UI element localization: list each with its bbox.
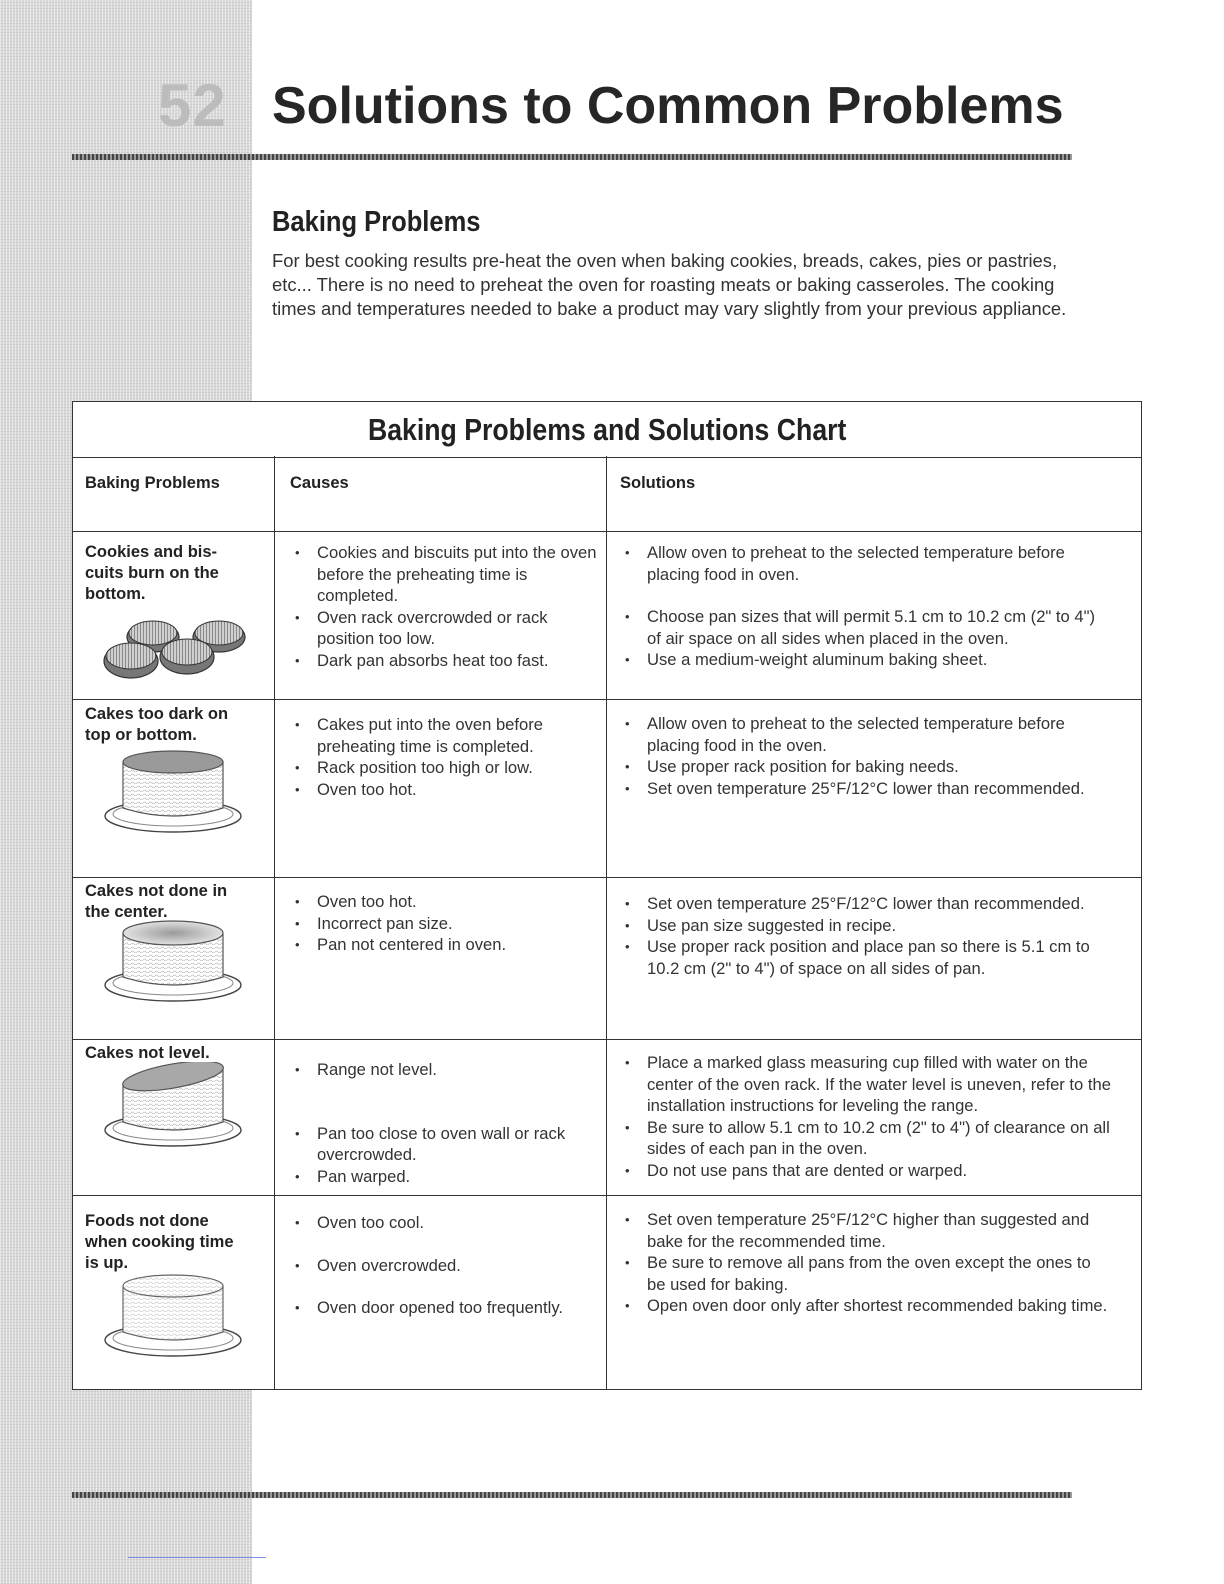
solution-item: • Use pan size suggested in recipe.: [617, 915, 1112, 937]
causes-list: [287, 891, 597, 956]
column-divider: [274, 456, 275, 1389]
page-number: 52: [158, 72, 227, 139]
column-divider: [606, 456, 607, 1389]
footer-rule: [72, 1492, 1072, 1498]
problem-label: Cakes not level.: [85, 1044, 210, 1062]
solutions-list: [617, 1052, 1112, 1181]
solution-item: • Set oven temperature 25°F/12°C higher than suggested and bake for the recommended time.: [617, 1209, 1112, 1252]
solution-item: • Use proper rack position and place pan so there is 5.1 cm to 10.2 cm (2" to 4") of space on all sides of pan.: [617, 936, 1112, 979]
column-header-solutions: Solutions: [620, 474, 696, 492]
column-header-causes: Causes: [290, 474, 349, 492]
problem-label: Cookies and bis- cuits burn on the bottom.: [85, 543, 219, 603]
cause-item: • Range not level.: [287, 1059, 597, 1081]
intro-paragraph: For best cooking results pre-heat the oven when baking cookies, breads, cakes, pies or pastries, etc... There is no need to preheat the oven for roasting meats or baking casseroles. The cooking times and temperatures needed to bake a product may vary slightly from your previous appliance.: [272, 250, 1067, 319]
solution-item: • Set oven temperature 25°F/12°C lower than recommended.: [617, 893, 1112, 915]
cause-item: • Pan too close to oven wall or rack overcrowded.: [287, 1123, 597, 1166]
problem-label: Cakes too dark on top or bottom.: [85, 705, 229, 744]
cause-item: • Pan warped.: [287, 1166, 597, 1188]
cause-item: • Cakes put into the oven before preheating time is completed.: [287, 714, 597, 757]
column-header-problems: Baking Problems: [85, 474, 220, 492]
solution-item: • Be sure to remove all pans from the oven except the ones to be used for baking.: [617, 1252, 1112, 1295]
solutions-list: [617, 893, 1112, 979]
row-divider: [73, 699, 1141, 700]
solution-item: • Be sure to allow 5.1 cm to 10.2 cm (2" to 4") of clearance on all sides of each pan in the oven.: [617, 1117, 1112, 1160]
solution-item: • Use a medium-weight aluminum baking sheet.: [617, 649, 1112, 671]
solution-item: • Set oven temperature 25°F/12°C lower than recommended.: [617, 778, 1112, 800]
cake-tilted-icon: [95, 1062, 255, 1152]
solution-item: • Choose pan sizes that will permit 5.1 cm to 10.2 cm (2" to 4") of air space on all sides when placed in the oven.: [617, 606, 1112, 649]
cause-item: • Oven too hot.: [287, 779, 597, 801]
causes-list: [287, 1059, 597, 1187]
cause-item: • Incorrect pan size.: [287, 913, 597, 935]
cookies-icon: [95, 607, 255, 687]
cause-item: • Cookies and biscuits put into the oven before the preheating time is completed.: [287, 542, 597, 607]
cause-item: • Oven too hot.: [287, 891, 597, 913]
solutions-chart: [72, 401, 1142, 1390]
header-rule: [72, 154, 1072, 160]
footer-link-underline: [128, 1557, 266, 1558]
section-title: Baking Problems: [272, 206, 481, 238]
cause-item: • Dark pan absorbs heat too fast.: [287, 650, 597, 672]
row-divider: [73, 1195, 1141, 1196]
solution-item: • Place a marked glass measuring cup filled with water on the center of the oven rack. If the water level is uneven, refer to the installation instructions for leveling the range.: [617, 1052, 1112, 1117]
causes-list: [287, 1212, 597, 1319]
cause-item: • Pan not centered in oven.: [287, 934, 597, 956]
cause-item: • Oven overcrowded.: [287, 1255, 597, 1277]
solutions-list: [617, 542, 1112, 671]
solutions-list: [617, 713, 1112, 799]
row-divider: [73, 1039, 1141, 1040]
solution-item: • Do not use pans that are dented or warped.: [617, 1160, 1112, 1182]
chart-title: Baking Problems and Solutions Chart: [367, 412, 847, 447]
cause-item: • Oven too cool.: [287, 1212, 597, 1234]
problem-label: Cakes not done in the center.: [85, 882, 228, 921]
solution-item: • Open oven door only after shortest recommended baking time.: [617, 1295, 1112, 1317]
cause-item: • Oven door opened too frequently.: [287, 1297, 597, 1319]
cake-dark-icon: [95, 748, 255, 838]
cause-item: • Rack position too high or low.: [287, 757, 597, 779]
solution-item: • Use proper rack position for baking needs.: [617, 756, 1112, 778]
solutions-list: [617, 1209, 1112, 1317]
causes-list: [287, 542, 597, 671]
causes-list: [287, 714, 597, 800]
solution-item: • Allow oven to preheat to the selected temperature before placing food in oven.: [617, 542, 1112, 585]
header-row-divider: [73, 531, 1141, 532]
cake-plain-icon: [95, 1272, 255, 1362]
cause-item: • Oven rack overcrowded or rack position too low.: [287, 607, 597, 650]
chart-title-bar: [73, 402, 1141, 458]
row-divider: [73, 877, 1141, 878]
page-title: Solutions to Common Problems: [272, 77, 1064, 135]
problem-label: Foods not done when cooking time is up.: [85, 1212, 234, 1272]
cake-sunken-icon: [95, 917, 255, 1007]
solution-item: • Allow oven to preheat to the selected temperature before placing food in the oven.: [617, 713, 1112, 756]
